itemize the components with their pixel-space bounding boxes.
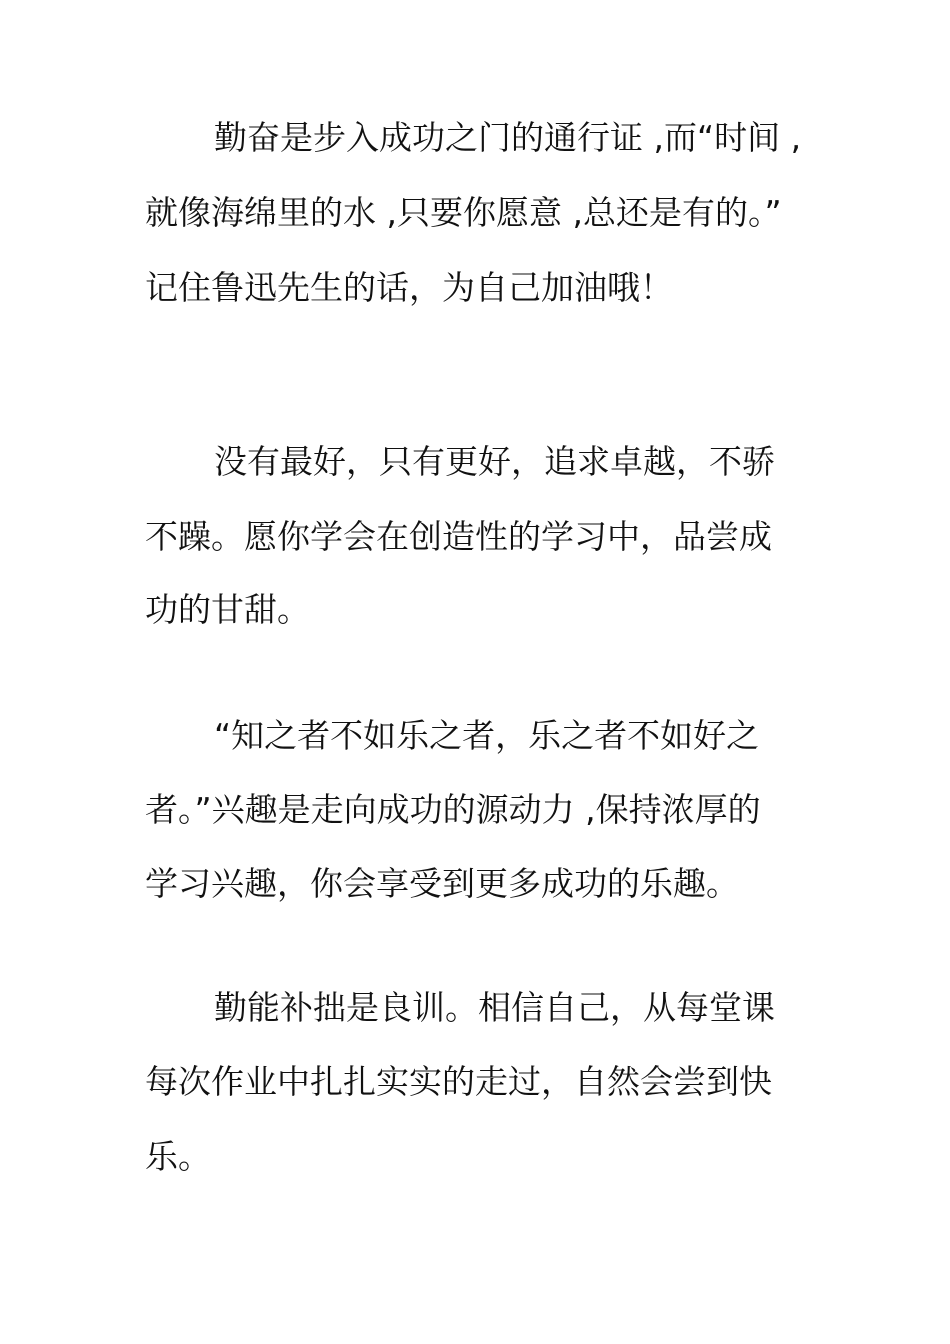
paragraph-line: 学习兴趣，你会享受到更多成功的乐趣。 [145, 864, 739, 903]
paragraph-line: 勤奋是步入成功之门的通行证 ,而“时间 , [214, 118, 802, 157]
paragraph-line: 功的甘甜。 [145, 590, 310, 629]
paragraph-line: “知之者不如乐之者，乐之者不如好之 [214, 716, 760, 755]
paragraph-line: 没有最好，只有更好，追求卓越，不骄 [214, 442, 775, 481]
paragraph-line: 不躁。愿你学会在创造性的学习中，品尝成 [145, 517, 772, 556]
paragraph-line: 就像海绵里的水 ,只要你愿意 ,总还是有的。” [145, 193, 782, 232]
paragraph-line: 勤能补拙是良训。相信自己，从每堂课 [214, 988, 775, 1027]
paragraph-line: 记住鲁迅先生的话，为自己加油哦！ [145, 268, 673, 307]
paragraph-line: 者。”兴趣是走向成功的源动力 ,保持浓厚的 [145, 790, 761, 829]
paragraph-line: 每次作业中扎扎实实的走过，自然会尝到快 [145, 1062, 772, 1101]
paragraph-line: 乐。 [145, 1137, 211, 1176]
